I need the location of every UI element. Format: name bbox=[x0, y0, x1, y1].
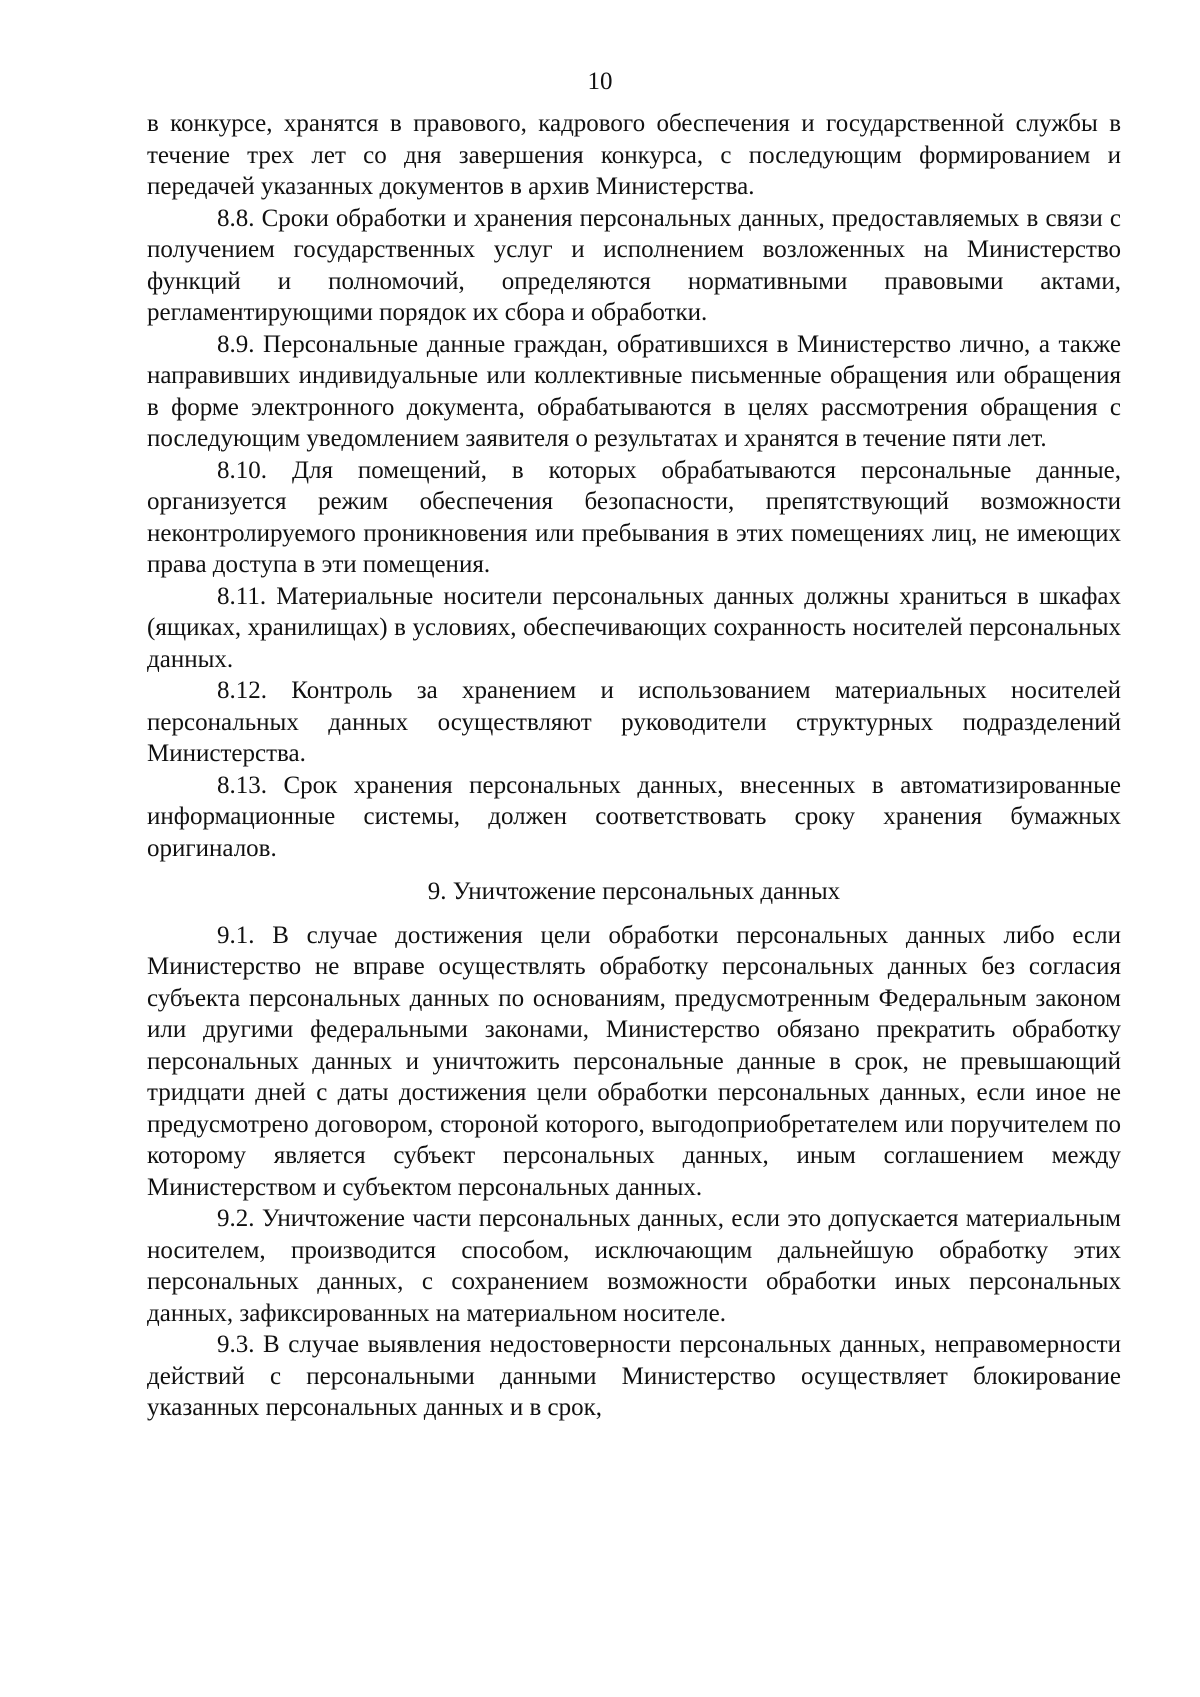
paragraph-8-12: 8.12. Контроль за хранением и использованием материальных носителей персональных данных осуществляют руководители структурных подразделений Министерства. bbox=[147, 677, 1121, 767]
paragraph-8-11: 8.11. Материальные носители персональных данных должны храниться в шкафах (ящиках, хранилищах) в условиях, обеспечивающих сохранность носителей персональных данных. bbox=[147, 582, 1121, 673]
paragraph-8-10: 8.10. Для помещений, в которых обрабатываются персональные данные, организуется режим обеспечения безопасности, препятствующий возможности неконтролируемого проникновения или пребывания в этих помещениях лиц, не имеющих права доступа в эти помещения. bbox=[147, 456, 1121, 578]
document-body bbox=[147, 108, 1121, 1424]
paragraph: в конкурсе, хранятся в правового, кадрового обеспечения и государственной службы в течение трех лет со дня завершения конкурса, с последующим формированием и передачей указанных документов в архив Министерства. bbox=[147, 110, 1121, 200]
paragraph-9-3: 9.3. В случае выявления недостоверности персональных данных, неправомерности действий с персональными данными Министерство осуществляет блокирование указанных персональных данных и в срок, bbox=[147, 1331, 1121, 1421]
paragraph-8-8: 8.8. Сроки обработки и хранения персональных данных, предоставляемых в связи с получением государственных услуг и исполнением возложенных на Министерство функций и полномочий, определяются нормативными правовыми актами, регламентирующими порядок их сбора и обработки. bbox=[147, 204, 1121, 326]
paragraph-8-13: 8.13. Срок хранения персональных данных, внесенных в автоматизированные информационные системы, должен соответствовать сроку хранения бумажных оригиналов. bbox=[147, 771, 1121, 862]
paragraph-9-1: 9.1. В случае достижения цели обработки персональных данных либо если Министерство не вправе осуществлять обработку персональных данных без согласия субъекта персональных данных по основаниям, предусмотренным Федеральным законом или другими федеральными законами, Министерство обязано прекратить обработку персональных данных и уничтожить персональные данные в срок, не превышающий тридцати дней с даты достижения цели обработки персональных данных, если иное не предусмотрено договором, стороной которого, выгодоприобретателем или поручителем по которому является субъект персональных данных, иным соглашением между Министерством и субъектом персональных данных. bbox=[147, 921, 1121, 1201]
section-heading: 9. Уничтожение персональных данных bbox=[427, 878, 841, 905]
page-number: 10 bbox=[587, 68, 613, 95]
paragraph-8-9: 8.9. Персональные данные граждан, обратившихся в Министерство лично, а также направивших индивидуальные или коллективные письменные обращения или обращения в форме электронного документа, обрабатываются в целях рассмотрения обращения с последующим уведомлением заявителя о результатах и хранятся в течение пяти лет. bbox=[147, 330, 1121, 452]
paragraph-9-2: 9.2. Уничтожение части персональных данных, если это допускается материальным носителем, производится способом, исключающим дальнейшую обработку этих персональных данных, с сохранением возможности обработки иных персональных данных, зафиксированных на материальном носителе. bbox=[147, 1205, 1121, 1327]
